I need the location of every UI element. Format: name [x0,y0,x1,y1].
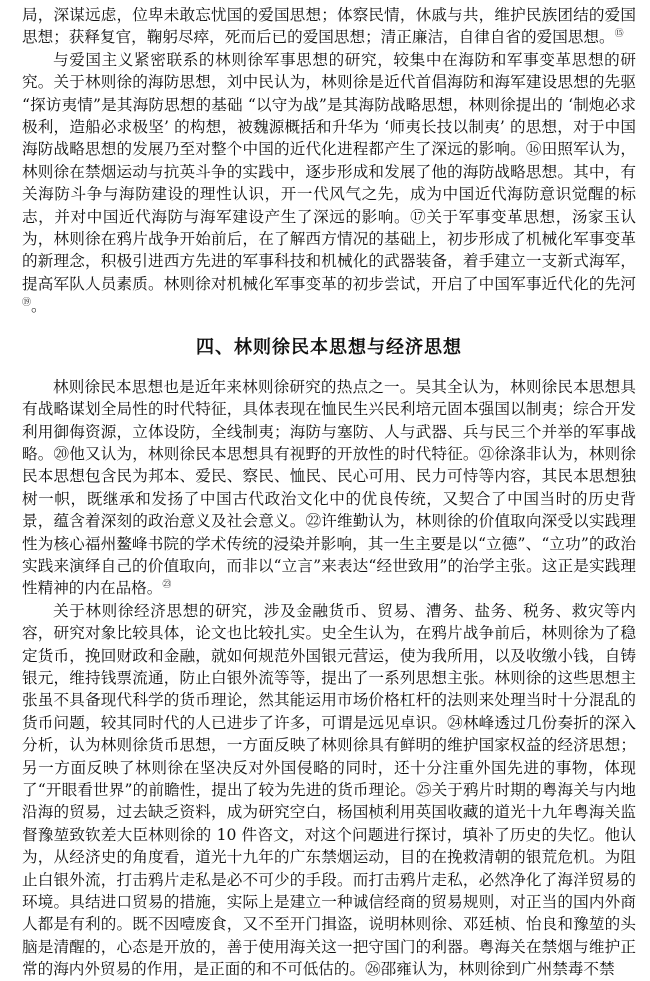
paragraph-text: 关于林则徐经济思想的研究，涉及金融货币、贸易、漕务、盐务、税务、救灾等内容，研究对象比较具体，论文也比较扎实。史全生认为，在鸦片战争前后，林则徐为了稳定货币，挽回财政和金融，就如何规范外国银元营运，使为我所用，以及收缴小钱，自铸银元，维持钱票流通，防止白银外流等等，提出了一系列思想主张。林则徐的这些思想主张虽不具备现代科学的货币理论，然其能运用市场价格杠杆的法则来处理当时十分混乱的货币问题，较其同时代的人已进步了许多，可谓是远见卓识。㉔林峰透过几份奏折的深入分析，认为林则徐货币思想，一方面反映了林则徐具有鲜明的维护国家权益的经济思想；另一方面反映了林则徐在坚决反对外国侵略的同时，还十分注重外国先进的事物，体现了“开眼看世界”的前瞻性，提出了较为先进的货币理论。㉕关于鸦片时期的粤海关与内地沿海的贸易，过去缺乏资料，成为研究空白，杨国桢利用英国收藏的道光十九年粤海关监督豫堃致钦差大臣林则徐的 10 件咨文，对这个问题进行探讨，填补了历史的失忆。他认为，从经济史的角度看，道光十九年的广东禁烟运动，目的在挽救清朝的银荒危机。为阻止白银外流，打击鸦片走私是必不可少的手段。而打击鸦片走私，必然净化了海洋贸易的环境。具结进口贸易的措施，实际上是建立一种诚信经商的贸易规则，对正当的国内外商人都是有利的。既不因噎废食，又不至开门揖盗，说明林则徐、邓廷桢、怡良和豫堃的头脑是清醒的，心态是开放的，善于使用海关这一把守国门的利器。粤海关在禁烟与维护正常的海内外贸易的作用，是正面的和不可低估的。㉖邵雍认为，林则徐到广州禁毒不禁 [22,601,636,979]
footnote-marker: ⑮ [614,29,624,40]
document-page [22,4,636,981]
paragraph-text: 局，深谋远虑，位卑未敢忘忧国的爱国思想；体察民情，休戚与共，维护民族团结的爱国思想；获释复官，鞠躬尽瘁，死而后已的爱国思想；清正廉洁，自律自省的爱国思想。 [22,6,636,47]
paragraph-patriotism-end [22,4,636,49]
paragraph-text: 林则徐民本思想也是近年来林则徐研究的热点之一。吴其全认为，林则徐民本思想具有战略谋划全局性的时代特征，具体表现在恤民生兴民利培元固本强国以制夷；综合开发利用御侮资源，立体设防，全线制夷；海防与塞防、人与武器、兵与民三个并举的军事战略。⑳他又认为，林则徐民本思想具有视野的开放性的时代特征。㉑徐涤非认为，林则徐民本思想包含民为邦本、爱民、察民、恤民、民心可用、民力可恃等内容，其民本思想独树一帜，既继承和发扬了中国古代政治文化中的优良传统，又契合了中国当时的历史背景，蕴含着深刻的政治意义及社会意义。㉒许维勤认为，林则徐的价值取向深受以实践理性为核心福州鳌峰书院的学术传统的浸染并影响，其一生主要是以“立德”、“立功”的政治实践来演绎自己的价值取向，而非以“立言”来表达“经世致用”的治学主张。这正是实践理性精神的内在品格。 [22,377,636,598]
paragraph-economic-thought [22,600,636,981]
paragraph-end-period: 。 [31,297,47,316]
footnote-marker: ⑲ [22,298,32,309]
section-heading: 四、林则徐民本思想与经济思想 [196,336,462,358]
paragraph-military-thought [22,49,636,318]
footnote-marker: ㉓ [162,580,172,591]
paragraph-text: 与爱国主义紧密联系的林则徐军事思想的研究，较集中在海防和军事变革思想的研究。关于林则徐的海防思想，刘中民认为，林则徐是近代首倡海防和海军建设思想的先驱 “探访夷情”是其海防思想的基础 “以守为战”是其海防战略思想，林则徐提出的 ‘制炮必求极利，造船必求极坚’ 的构想，被魏源概括和升华为 ‘师夷长技以制夷’ 的思想，对于中国海防战略思想的发展乃至对整个中国的近代化进程都产生了深远的影响。⑯田照军认为，林则徐在禁烟运动与抗英斗争的实践中，逐步形成和发展了他的海防战略思想。其中，有关海防斗争与海防建设的理性认识，开一代风气之先，成为中国近代海防意识觉醒的标志，并对中国近代海防与海军建设产生了深远的影响。⑰关于军事变革思想，汤家玉认为，林则徐在鸦片战争开始前后，在了解西方情况的基础上，初步形成了机械化军事变革的新理念，积极引进西方先进的军事科技和机械化的武器装备，着手建立一支新式海军，提高军队人员素质。林则徐对机械化军事变革的初步尝试，开启了中国军事近代化的先河 [22,50,636,293]
paragraph-minben-thought [22,376,636,600]
